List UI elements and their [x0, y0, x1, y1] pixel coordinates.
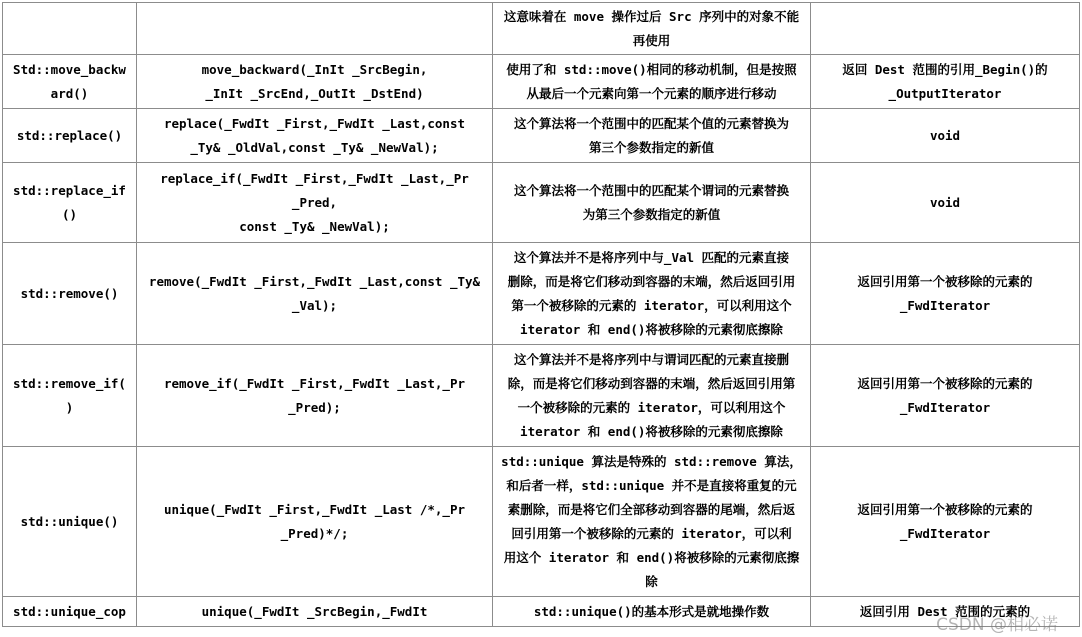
signature-line: replace(_FwdIt _First,_FwdIt _Last,const — [163, 115, 466, 131]
return-value-line: 返回引用第一个被移除的元素的 — [857, 501, 1033, 517]
function-name-cell — [3, 243, 137, 345]
return-value-cell — [811, 243, 1080, 345]
signature-line: remove_if(_FwdIt _First,_FwdIt _Last,_Pr — [163, 375, 466, 391]
function-name-line: Std::move_backw — [13, 61, 126, 77]
return-value-line: 返回引用第一个被移除的元素的 — [857, 375, 1033, 391]
function-name-cell — [3, 345, 137, 447]
description-cell — [493, 55, 811, 109]
description-line: 回引用第一个被移除的元素的 iterator，可以利 — [511, 525, 792, 541]
return-value-cell — [811, 597, 1080, 627]
description-line: 除 — [645, 573, 658, 589]
function-name-line: () — [61, 206, 78, 222]
return-value-line: 返回引用 Dest 范围的元素的 — [859, 603, 1031, 619]
description-line: 从最后一个元素向第一个元素的顺序进行移动 — [526, 85, 777, 101]
signature-cell — [137, 163, 493, 243]
return-value-line: _FwdIterator — [899, 297, 991, 313]
description-cell — [493, 109, 811, 163]
description-cell — [493, 345, 811, 447]
signature-line: _Val); — [291, 297, 338, 313]
description-line: std::unique()的基本形式是就地操作数 — [533, 603, 770, 619]
watermark: CSDN @相必诺 — [936, 615, 1058, 635]
signature-line: replace_if(_FwdIt _First,_FwdIt _Last,_Pr — [160, 170, 469, 186]
signature-cell — [137, 3, 493, 55]
return-value-line: _FwdIterator — [899, 399, 991, 415]
table-row — [3, 243, 1080, 345]
description-cell — [493, 597, 811, 627]
signature-line: _Pred)*/; — [280, 525, 349, 541]
description-line: 这个算法将一个范围中的匹配某个值的元素替换为 — [513, 115, 789, 131]
function-name-cell — [3, 3, 137, 55]
table-row — [3, 109, 1080, 163]
function-name-line: std::unique_cop — [13, 603, 126, 619]
signature-line: unique(_FwdIt _First,_FwdIt _Last /*,_Pr — [163, 501, 466, 517]
signature-line: move_backward(_InIt _SrcBegin, — [201, 61, 428, 77]
table-row — [3, 55, 1080, 109]
description-line: 再使用 — [632, 32, 671, 48]
description-line: 使用了和 std::move()相同的移动机制，但是按照 — [506, 61, 797, 77]
return-value-line: void — [929, 194, 961, 210]
description-line: std::unique 算法是特殊的 std::remove 算法， — [501, 453, 802, 469]
function-name-cell — [3, 447, 137, 597]
description-line: 这个算法将一个范围中的匹配某个谓词的元素替换 — [513, 182, 789, 198]
signature-cell — [137, 109, 493, 163]
description-line: 为第三个参数指定的新值 — [582, 206, 721, 222]
return-value-line: _FwdIterator — [899, 525, 991, 541]
function-name-line: std::replace() — [16, 127, 123, 143]
return-value-cell — [811, 163, 1080, 243]
function-name-cell — [3, 163, 137, 243]
signature-line: _Pred, — [291, 194, 338, 210]
description-cell — [493, 243, 811, 345]
return-value-line: _OutputIterator — [888, 85, 1002, 101]
return-value-cell — [811, 109, 1080, 163]
signature-line: _InIt _SrcEnd,_OutIt _DstEnd) — [205, 85, 424, 101]
signature-cell — [137, 243, 493, 345]
description-line: 第三个参数指定的新值 — [588, 139, 714, 155]
table-row — [3, 447, 1080, 597]
description-line: 用这个 iterator 和 end()将被移除的元素彻底擦 — [503, 549, 800, 565]
return-value-line: 返回 Dest 范围的引用_Begin()的 — [842, 61, 1048, 77]
description-line: 删除，而是将它们移动到容器的末端，然后返回引用 — [507, 273, 796, 289]
algorithm-table — [2, 2, 1080, 627]
return-value-cell — [811, 3, 1080, 55]
function-name-line: std::remove_if( — [13, 375, 126, 391]
function-name-cell — [3, 55, 137, 109]
table-row — [3, 345, 1080, 447]
signature-cell — [137, 55, 493, 109]
algorithm-table-body — [3, 3, 1080, 627]
description-line: 和后者一样，std::unique 并不是直接将重复的元 — [506, 477, 797, 493]
return-value-cell — [811, 345, 1080, 447]
function-name-cell — [3, 109, 137, 163]
function-name-line: std::remove() — [20, 285, 119, 301]
return-value-cell — [811, 55, 1080, 109]
function-name-line: std::unique() — [20, 513, 119, 529]
signature-line: unique(_FwdIt _SrcBegin,_FwdIt — [201, 603, 428, 619]
signature-line: const _Ty& _NewVal); — [239, 218, 390, 234]
signature-line: _Ty& _OldVal,const _Ty& _NewVal); — [190, 139, 439, 155]
description-line: 这个算法并不是将序列中与谓词匹配的元素直接删 — [513, 351, 789, 367]
table-row — [3, 3, 1080, 55]
description-line: 素删除，而是将它们全部移动到容器的尾端，然后返 — [507, 501, 796, 517]
description-line: 这个算法并不是将序列中与_Val 匹配的元素直接 — [513, 249, 790, 265]
description-line: iterator 和 end()将被移除的元素彻底擦除 — [520, 321, 783, 337]
description-cell — [493, 447, 811, 597]
description-cell — [493, 3, 811, 55]
description-line: iterator 和 end()将被移除的元素彻底擦除 — [520, 423, 783, 439]
function-name-line: ) — [65, 399, 74, 415]
signature-cell — [137, 345, 493, 447]
return-value-line: 返回引用第一个被移除的元素的 — [857, 273, 1033, 289]
function-name-line: std::replace_if — [13, 182, 126, 198]
signature-line: _Pred); — [288, 399, 341, 415]
return-value-cell — [811, 447, 1080, 597]
description-line: 除，而是将它们移动到容器的末端，然后返回引用第 — [507, 375, 796, 391]
signature-cell — [137, 447, 493, 597]
table-row — [3, 163, 1080, 243]
description-line: 第一个被移除的元素的 iterator，可以利用这个 — [511, 297, 792, 313]
table-row — [3, 597, 1080, 627]
signature-line: remove(_FwdIt _First,_FwdIt _Last,const _Ty& — [148, 273, 481, 289]
return-value-line: void — [929, 127, 961, 143]
function-name-line: ard() — [50, 85, 89, 101]
description-line: 一个被移除的元素的 iterator，可以利用这个 — [517, 399, 786, 415]
description-cell — [493, 163, 811, 243]
function-name-cell — [3, 597, 137, 627]
signature-cell — [137, 597, 493, 627]
description-line: 这意味着在 move 操作过后 Src 序列中的对象不能 — [503, 8, 800, 24]
